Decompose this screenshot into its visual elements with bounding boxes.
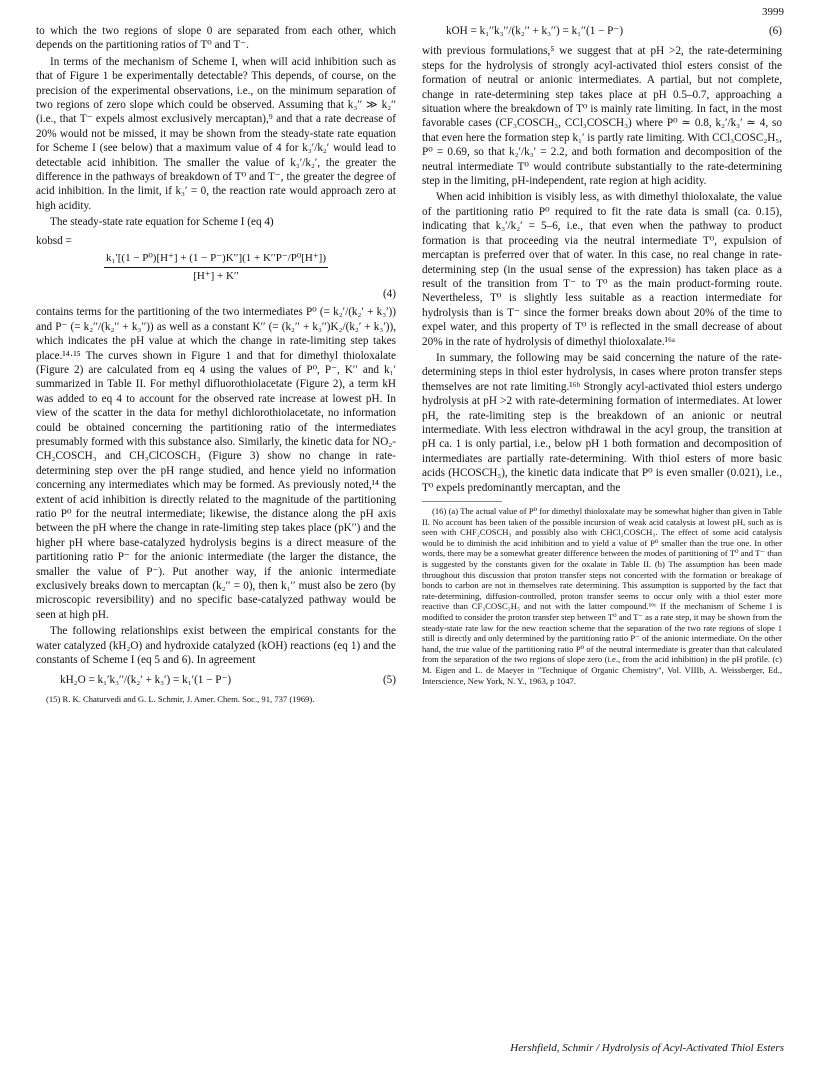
equation-4-numerator: k₁′[(1 − P⁰)[H⁺] + (1 − P⁻)K′′](1 + K′′P⁻/P⁰[H⁺]) <box>104 251 328 267</box>
page-number: 3999 <box>762 6 784 18</box>
footnote-text: (15) R. K. Chaturvedi and G. L. Schmir, J. Amer. Chem. Soc., 91, 737 (1969). <box>46 693 315 704</box>
paragraph: When acid inhibition is visibly less, as with dimethyl thioloxalate, the value of the partitioning ratio P⁰ required to fit the rate data is small (ca. 0.15), indicating that k₃′/k₂′ = 5–6, i.e., that even when the pathway to product formation is that proceeding via the neutral intermediate T⁰, expulsion of mercaptan is preferred over that of water. In this case, no real change in rate-determining step (in the usual sense of the expression) has taken place as a result of the transition from T⁻ to T⁰ as the main product-forming route. Nevertheless, T⁰ is slightly less suitable as a reaction intermediate for hydrolysis than is T⁻ since the former breaks down about 20% of the time to expel water, and this property of T⁰ is reflected in the small decrease of about 20% in the rate of hydrolysis of dimethyl thioloxalate.¹⁶ᵃ <box>422 191 782 348</box>
running-footer: Hershfield, Schmir / Hydrolysis of Acyl-Activated Thiol Esters <box>510 1042 784 1054</box>
footnote-divider <box>422 501 502 502</box>
paragraph: The steady-state rate equation for Scheme I (eq 4) <box>50 216 274 229</box>
paragraph: with previous formulations,⁵ we suggest that at pH >2, the rate-determining steps for the hydrolysis of strongly acyl-activated thiol esters consist of the formation of neutral or anionic intermediates. A partial, but not complete, change in rate-determining step takes place at pH 0.5–0.7, approaching a situation where the breakdown of T⁰ is mainly rate limiting. In fact, in the most favorable cases (CF₃COSCH₃, CCl₃COSCH₃) where P⁰ ≃ 0.8, k₂′/k₃′ ≃ 4, so that even here the formation step k₁′ is partly rate limiting. With CCl₃COSC₂H₅, P⁰ = 0.69, so that k₂′/k₃′ = 2.2, and both formation and decomposition of the neutral intermediate T⁰ would contribute substantially to the rate-determining step in the limiting, pH-independent, rate region at high acidity. <box>422 45 782 188</box>
equation-5 <box>36 673 396 687</box>
equation-5-number: (5) <box>382 674 396 687</box>
right-column <box>422 24 782 686</box>
equation-5-body: kH₂O = k₁′k₃′′/(k₂′ + k₃′) = k₁′(1 − P⁻) <box>60 674 232 687</box>
paragraph: to which the two regions of slope 0 are separated from each other, which depends on the partitioning ratios of T⁰ and T⁻. <box>36 25 396 52</box>
equation-4 <box>36 234 396 302</box>
paragraph: contains terms for the partitioning of the two intermediates P⁰ (= k₂′/(k₂′ + k₃′)) and P⁻ (= k₂′′/(k₂′′ + k₃′′)) as well as a constant K′′ (= (k₂′′ + k₃′′)K₂/(k₂′ + k₃′)), which indicates the pH value at which the change in rate-limiting step takes place.¹⁴·¹⁵ The curves shown in Figure 1 and that for dimethyl thioloxalate (Figure 2) are calculated from eq 4 using the values of P⁰, P⁻, K′′ and k₁′ summarized in Table II. For methyl difluorothiolacetate (Figure 2), a term kH was added to eq 4 to account for the observed rate increase at lowest pH. In view of the scatter in the data for methyl dichlorothiolacetate, no information could be obtained concerning the partitioning ratio of the intermediates presumably formed with this substance also. Similarly, the kinetic data for NO₂-CH₂COSCH₃ and CH₃ClCOSCH₃ (Figure 3) show no change in rate-determining step over the pH range studied, and hence yield no information concerning any intermediates which may be formed. As previously noted,¹⁴ the extent of acid inhibition is directly related to the magnitude of the partitioning ratio P⁰ for the neutral intermediate; likewise, the distance along the pH axis between the pH where the change in rate-limiting step takes place (pK′′) and the higher pH where base-catalyzed hydrolysis begins is a direct measure of the partitioning ratio P⁻ for the anionic intermediate (the larger the distance, the smaller the value of P⁻). Put another way, if the anionic intermediate exclusively breaks down to mercaptan (k₂′′ = 0), then k₁′′ must also be zero (by microscopic reversibility) and no specific base-catalyzed pathway would be seen at high pH. <box>36 306 396 621</box>
equation-4-number: (4) <box>382 287 396 300</box>
equation-6 <box>422 24 782 38</box>
paragraph: In summary, the following may be said concerning the nature of the rate-determining steps in thiol ester hydrolysis, in cases where proton transfer steps themselves are not rate limiting.¹⁶ᵇ Strongly acyl-activated thiol esters undergo hydrolysis at pH >2 with rate-determining formation of intermediates. At lower pH, the rate-limiting step is the breakdown of an anionic or neutral intermediate. With less electron withdrawal in the acyl group, the transition at pH ca. 1 is only partial, i.e., below pH 1 both formation and decomposition of intermediates are partially rate-determining. With thiol esters of more basic acids (HCOSCH₃), the kinetic data indicate that P⁰ is even smaller (0.021), i.e., T⁰ expels predominantly mercaptan, and the <box>422 351 782 494</box>
kobsd-label: kobsd = <box>36 234 72 247</box>
paragraph: In terms of the mechanism of Scheme I, when will acid inhibition such as that of Figure 1 be experimentally detectable? This depends, of course, on the precision of the experimental observations, i.e., on the minimum separation of two regions of zero slope which could be observed. Assuming that k₃′′ ≫ k₂′′ (i.e., that T⁻ expels almost exclusively mercaptan),⁹ and that a rate decrease of 20% would not be missed, it may be shown from the steady-state rate equation for Scheme I (see below) that a maximum value of 4 for k₃′/k₂′ would lead to detectable acid inhibition. The smaller the value of k₃′/k₂′, the greater the difference in the pathways of breakdown of T⁰ and T⁻, the greater the degree of acid inhibition. In the limit, if k₃′ = 0, the reaction rate would approach zero at high acidity. <box>36 55 396 212</box>
paragraph: The following relationships exist between the empirical constants for the water catalyzed (kH₂O) and hydroxide catalyzed (kOH) reactions (eq 1) and the constants of Scheme I (eq 5 and 6). In agreement <box>36 625 396 667</box>
footnote-16 <box>422 506 782 686</box>
equation-6-number: (6) <box>768 25 782 37</box>
left-column <box>36 24 396 704</box>
equation-4-denominator: [H⁺] + K′′ <box>193 269 239 282</box>
equation-6-body: kOH = k₁′′k₃′′/(k₂′′ + k₃′′) = k₁′′(1 − P⁻) <box>446 25 624 37</box>
equation-4-fraction <box>36 251 396 283</box>
footnote-15 <box>36 694 396 705</box>
footnote-text: (16) (a) The actual value of P⁰ for dimethyl thioloxalate may be somewhat higher than given in Table II. No account has been taken of the possible incursion of weak acid catalysis at lowest pH, such as is seen with CHF₂COSCH₃ and possibly also with CHCl₂COSCH₃. The effect of some acid catalysis would be to diminish the acid inhibition and to yield a value of P⁰ smaller than the true one. In other words, there may be a somewhat greater difference between the modes of partitioning of T⁰ and T⁻ than is suggested by the constants given for the oxalate in Table II. (b) The assumption has been made throughout this discussion that proton transfer steps not concerted with the formation or breakage of bonds to carbon are not in themselves rate determining. This assumption is supported by the fact that rate-determining, diffusion-controlled, proton transfer seems to occur only with a thiol ester more reactive than CF₃COSC₂H₅ and not with the latter compound.¹⁶ᶜ If the mechanism of Scheme I is modified to consider the proton transfer step between T⁰ and T⁻ as a rate step, it may be shown from the steady-state rate law for the new reaction scheme that the separation of the two rate regions of slope 1 still is directly and only determined by the partitioning ratio P⁻ of the anionic intermediate. On the other hand, the true value of the partitioning ratio P⁰ of the neutral intermediate is greater than that calculated from the separation of the two regions of slope zero (i.e., from the acid inhibition) in the pH profile. (c) M. Eigen and L. de Maeyer in "Technique of Organic Chemistry", Vol. VIIIb, A. Weissberger, Ed., Interscience, New York, N. Y., 1963, p 1047. <box>422 506 782 686</box>
